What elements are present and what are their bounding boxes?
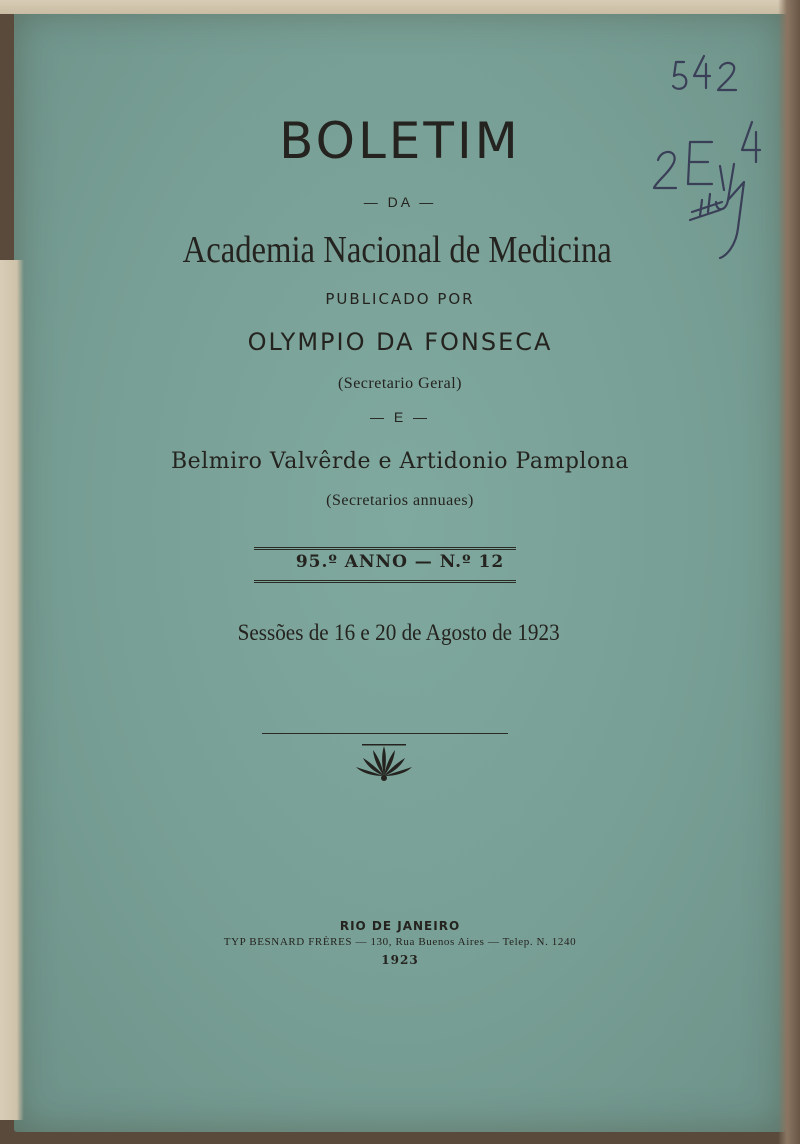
paper-right-edge: [778, 0, 800, 1144]
cover-title: BOLETIM: [279, 112, 521, 170]
co-editors-role: (Secretarios annuaes): [326, 492, 474, 509]
handwritten-shelfmark: [640, 50, 770, 270]
sessions-dates: Sessões de 16 e 20 de Agosto de 1923: [237, 620, 560, 645]
da-separator: — DA —: [363, 194, 437, 210]
institution-name: Academia Nacional de Medicina: [182, 229, 612, 271]
co-editors-names: Belmiro Valvêrde e Artidonio Pamplona: [171, 449, 629, 474]
published-by-label: PUBLICADO POR: [325, 290, 475, 308]
printer-address: TYP BESNARD FRÈRES — 130, Rua Buenos Aires — Telep. N. 1240: [223, 936, 577, 948]
issue-number: 95.º ANNO — N.º 12: [295, 552, 505, 572]
conjunction-separator: — E —: [369, 409, 431, 425]
editor-role: (Secretario Geral): [337, 375, 463, 392]
publication-year: 1923: [381, 953, 419, 967]
divider-rule: [262, 733, 508, 734]
editor-name: OLYMPIO DA FONSECA: [247, 328, 553, 356]
publication-city: RIO DE JANEIRO: [339, 919, 461, 933]
fan-ornament-icon: [354, 740, 414, 782]
paper-top-edge: [0, 0, 800, 14]
